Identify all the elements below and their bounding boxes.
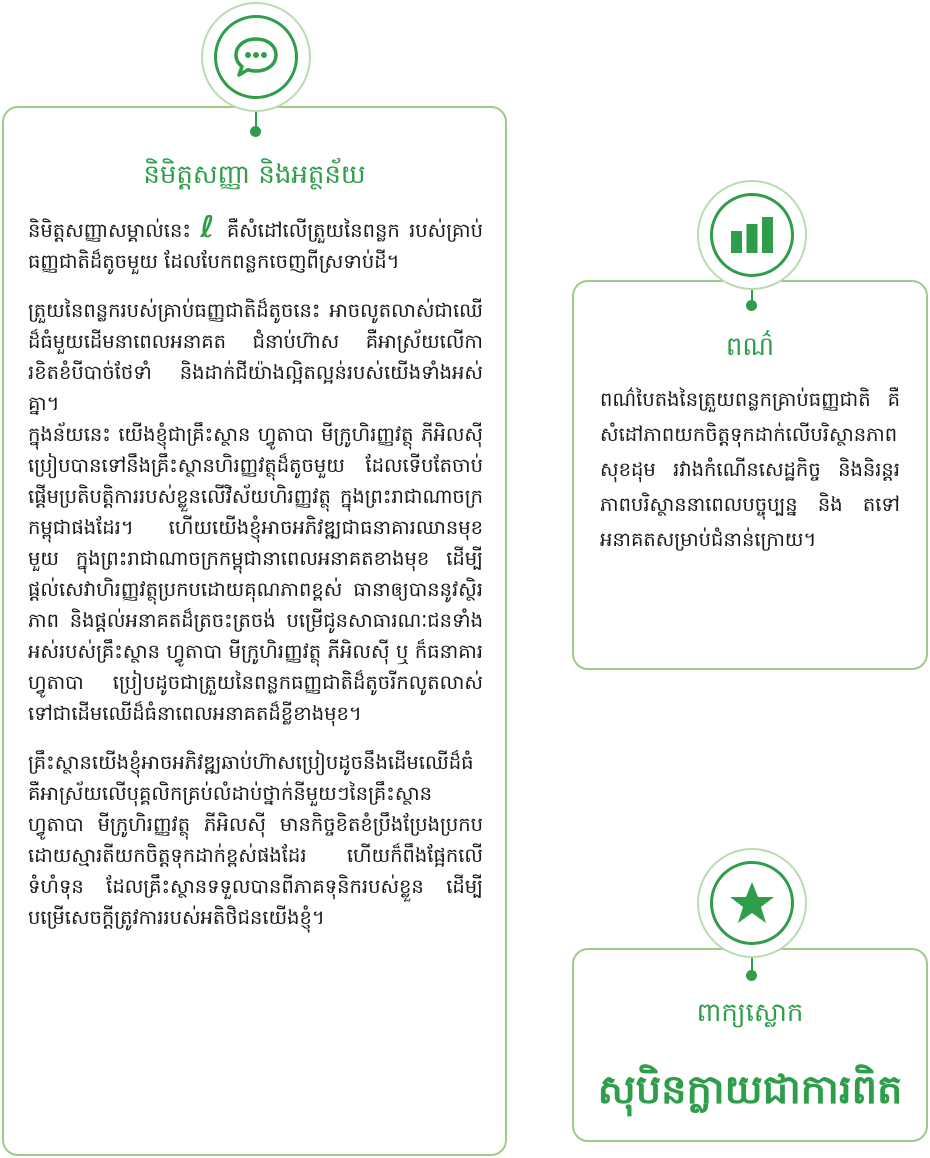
symbol-meaning-body [28,212,483,951]
paragraph-1-start: និមិត្តសញ្ញាសម្គាល់នេះ [28,219,191,242]
color-card [572,280,928,670]
symbol-meaning-title: និមិត្តសញ្ញា និងអត្ថន័យ [143,160,366,190]
color-connector-dot [746,300,757,311]
color-card-text: ពណ៌បៃតងនៃត្រួយពន្លកគ្រាប់ធញ្ញជាតិ គឺសំដៅភាពយកចិត្តទុកដាក់លើបរិស្ថានភាព សុខដុម រវាងកំណើនសេដ្ឋកិច្ច និងនិរន្តរភាពបរិស្ថាននាពេលបច្ចុប្បន្ន និង តទៅអនាគតសម្រាប់ជំនាន់ក្រោយ។ [600,388,900,551]
slogan-card-title: ពាក្យស្លោក [696,998,804,1028]
color-card-title: ពណ៌ [725,332,775,362]
slogan-icon-badge [697,848,807,958]
slogan-text: សុបិនក្លាយជាការពិត [597,1067,903,1113]
chat-bubble-icon [232,35,280,79]
sprout-glyph-icon: ℓ [200,210,218,245]
paragraph-3: ក្នុងន័យនេះ យើងខ្ញុំជាគ្រឹះស្ថាន ហ្វូតាបា មីក្រូហិរញ្ញវត្ថុ ភីអិលស៊ី ប្រៀបបានទៅនឹងគ្រឹះស្ថានហិរញ្ញវត្ថុដ៏តូចមួយ ដែលទើបតែចាប់ផ្តើមប្រតិបត្តិការរបស់ខ្លួនលើវិស័យហិរញ្ញវត្ថុ ក្នុងព្រះរាជាណាចក្រកម្ពុជាផងដែរ។ ហើយយើងខ្ញុំអាចអភិវឌ្ឍជាធនាគារឈានមុខមួយ ក្នុងព្រះរាជាណាចក្រកម្ពុជានាពេលអនាគតខាងមុខ ដើម្បីផ្តល់សេវាហិរញ្ញវត្ថុប្រកបដោយគុណភាពខ្ពស់ ធានាឲ្យបាននូវស្ថិរភាព និងផ្តល់អនាគតដ៏ត្រចះត្រចង់ បម្រើជូនសាធារណៈជនទាំងអស់របស់គ្រឹះស្ថាន ហ្វូតាបា មីក្រូហិរញ្ញវត្ថុ ភីអិលស៊ី ឬ ក៏ធនាគារ ហ្វូតាបា ប្រៀបដូចជាត្រួយនៃពន្លកធញ្ញជាតិដ៏តូចរីកលូតលាស់ទៅជាដើមឈើដ៏ធំនាពេលអនាគតដ៏ខ្លីខាងមុខ។ [28,423,483,725]
paragraph-2: ត្រួយនៃពន្លករបស់គ្រាប់ធញ្ញជាតិដ៏តូចនេះ អាចលូតលាស់ជាឈើដ៏ធំមួយដើមនាពេលអនាគត ជំនាប់ហ៊ាស គឺអាស្រ័យលើការខិតខំបីបាច់ថែទាំ និងដាក់ជីយ៉ាងល្អិតល្អន់របស់យើងទាំងអស់គ្នា។ [28,299,483,415]
star-icon [728,880,776,926]
color-icon-badge [697,180,807,290]
paragraph-4: គ្រឹះស្ថានយើងខ្ញុំអាចអភិវឌ្ឍឆាប់ហ៊ាសប្រៀបដូចនឹងដើមឈើដ៏ធំ គឺអាស្រ័យលើបុគ្គលិកគ្រប់លំដាប់ថ្នាក់នីមួយៗនៃគ្រឹះស្ថាន ហ្វូតាបា មីក្រូហិរញ្ញវត្ថុ ភីអិលស៊ី មានកិច្ចខិតខំប្រឹងប្រែងប្រកបដោយស្មារតីយកចិត្តទុកដាក់ខ្ពស់ផងដែរ ហើយក៏ពឹងផ្អែកលើទំហំទុន ដែលគ្រឹះស្ថានទទួលបានពីភាគទុនិករបស់ខ្លួន ដើម្បីបម្រើសេចក្តីត្រូវការរបស់អតិថិជនយើងខ្ញុំ។ [28,751,483,929]
symbol-connector-dot [250,126,261,137]
symbol-meaning-card [2,106,507,1156]
paragraph-1 [28,212,483,277]
symbol-icon-badge [201,2,311,112]
paragraph-1-end: គឺសំដៅលើត្រួយនៃពន្លក របស់គ្រាប់ធញ្ញជាតិដ៏តូចមួយ ដែលបែកពន្លកចេញពីស្រទាប់ដី។ [28,219,483,273]
bar-chart-icon [729,217,775,253]
slogan-connector-dot [746,970,757,981]
